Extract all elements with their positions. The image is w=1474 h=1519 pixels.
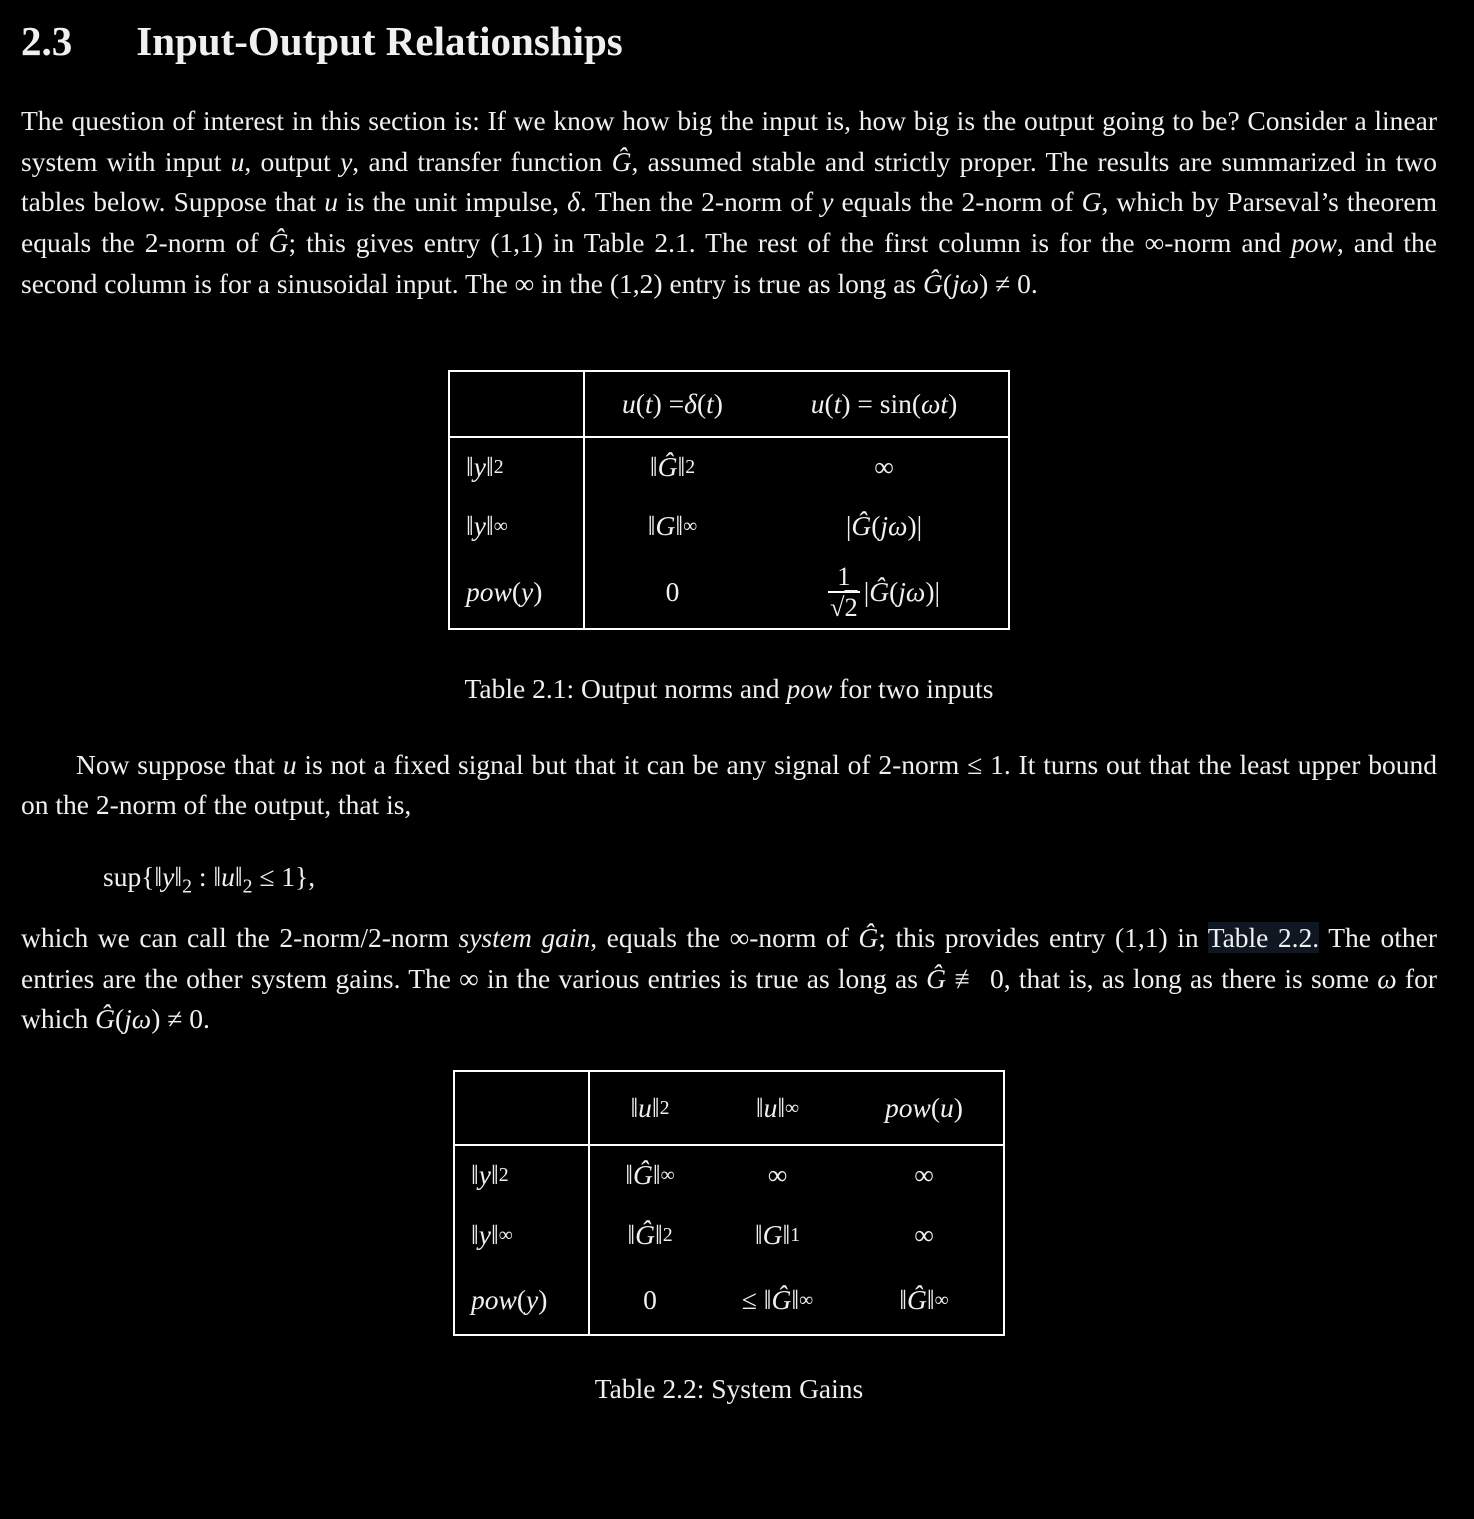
- table-2-2-row-label-y2: ‖ y ‖ 2: [455, 1146, 590, 1204]
- fraction-tail: |Ĝ(jω)|: [863, 576, 940, 608]
- table-2-2-corner-cell: [455, 1072, 590, 1146]
- table-cell: ‖ Ĝ ‖ 2: [627, 1219, 673, 1251]
- paragraph-intro: The question of interest in this section is: If we know how big the input is, how big is the output going to be? Consider a linear system with input u, output y, and transfer function Ĝ, assumed stable and strictly proper. The results are summarized in two tables below. Suppose that u is the unit impulse, δ. Then the 2-norm of y equals the 2-norm of G, which by Parseval’s theorem equals the 2-norm of Ĝ; this gives entry (1,1) in Table 2.1. The rest of the first column is for the ∞-norm and pow, and the second column is for a sinusoidal input. The ∞ in the (1,2) entry is true as long as Ĝ(jω) ≠ 0.: [21, 105, 1438, 299]
- display-equation-sup: $sup\{‖y‖_2$ : $‖u‖_2 \le 1$},: [103, 860, 316, 898]
- table-2-2-header-powu: pow ( u ): [845, 1072, 1003, 1146]
- section-title: Input-Output Relationships: [136, 18, 623, 64]
- table-2-1: [448, 370, 1010, 630]
- section-number: 2.3: [21, 18, 73, 64]
- table-2-2-row-label-yinf: ‖ y ‖ ∞: [455, 1204, 590, 1266]
- section-heading: [21, 18, 1437, 65]
- table-cell: 0: [643, 1284, 657, 1316]
- table-cell: [760, 556, 1008, 628]
- table-2-2-container: [21, 1070, 1437, 1336]
- table-cell: ∞: [874, 451, 894, 483]
- table-cell: ‖ G ‖ 1: [754, 1219, 801, 1251]
- table-2-2-caption: Table 2.2: System Gains: [594, 1373, 864, 1405]
- table-cell: ‖ Ĝ ‖ ∞: [899, 1284, 949, 1316]
- table-2-2-reference-highlight[interactable]: Table 2.2.: [1207, 922, 1320, 954]
- table-cell: ≤ ‖ Ĝ ‖ ∞: [741, 1284, 814, 1316]
- table-2-2: [453, 1070, 1005, 1336]
- paragraph-suppose: Now suppose that u is not a fixed signal but that it can be any signal of 2-norm ≤ 1. It turns out that the least upper bound on the 2-norm of the output, that is,: [21, 748, 1437, 821]
- table-cell: ∞: [914, 1219, 934, 1251]
- table-2-1-header-impulse: u ( t ) = δ ( t ): [585, 372, 760, 438]
- table-cell: ‖ G ‖ ∞: [647, 510, 698, 542]
- table-2-2-header-uinf: ‖ u ‖ ∞: [710, 1072, 845, 1146]
- table-2-1-row-label-pow: pow ( y ): [450, 556, 585, 628]
- table-cell: ‖ Ĝ ‖ 2: [649, 451, 696, 483]
- table-2-1-caption: Table 2.1: Output norms and pow for two inputs: [464, 673, 994, 705]
- table-2-1-row-label-y2: ‖ y ‖ 2: [450, 438, 585, 496]
- fraction-denominator: √2: [830, 592, 858, 623]
- table-cell: ∞: [914, 1159, 934, 1191]
- table-cell: | Ĝ ( jω )|: [845, 510, 923, 542]
- table-2-1-corner-cell: [450, 372, 585, 438]
- table-2-2-header-u2: ‖ u ‖ 2: [590, 1072, 710, 1146]
- table-2-2-row-label-pow: pow ( y ): [455, 1266, 590, 1334]
- table-cell: ‖ Ĝ ‖ ∞: [625, 1159, 675, 1191]
- table-cell: ∞: [767, 1159, 788, 1191]
- fraction-one-over-sqrt2: [828, 562, 860, 623]
- fraction-numerator: 1: [837, 560, 851, 591]
- table-2-1-header-sinusoid: u ( t ) = sin( ωt ): [760, 372, 1008, 438]
- table-cell: 0: [665, 576, 680, 608]
- table-2-1-container: [21, 370, 1437, 630]
- paragraph-system-gain: which we can call the 2-norm/2-norm system gain, equals the ∞-norm of Ĝ; this provides entry (1,1) in Table 2.2. The other entries are the other system gains. The ∞ in the various entries is true as long as Ĝ ≢ 0, that is, as long as there is some ω for which Ĝ(jω) ≠ 0.: [21, 922, 1437, 1035]
- table-2-1-row-label-yinf: ‖ y ‖ ∞: [450, 496, 585, 556]
